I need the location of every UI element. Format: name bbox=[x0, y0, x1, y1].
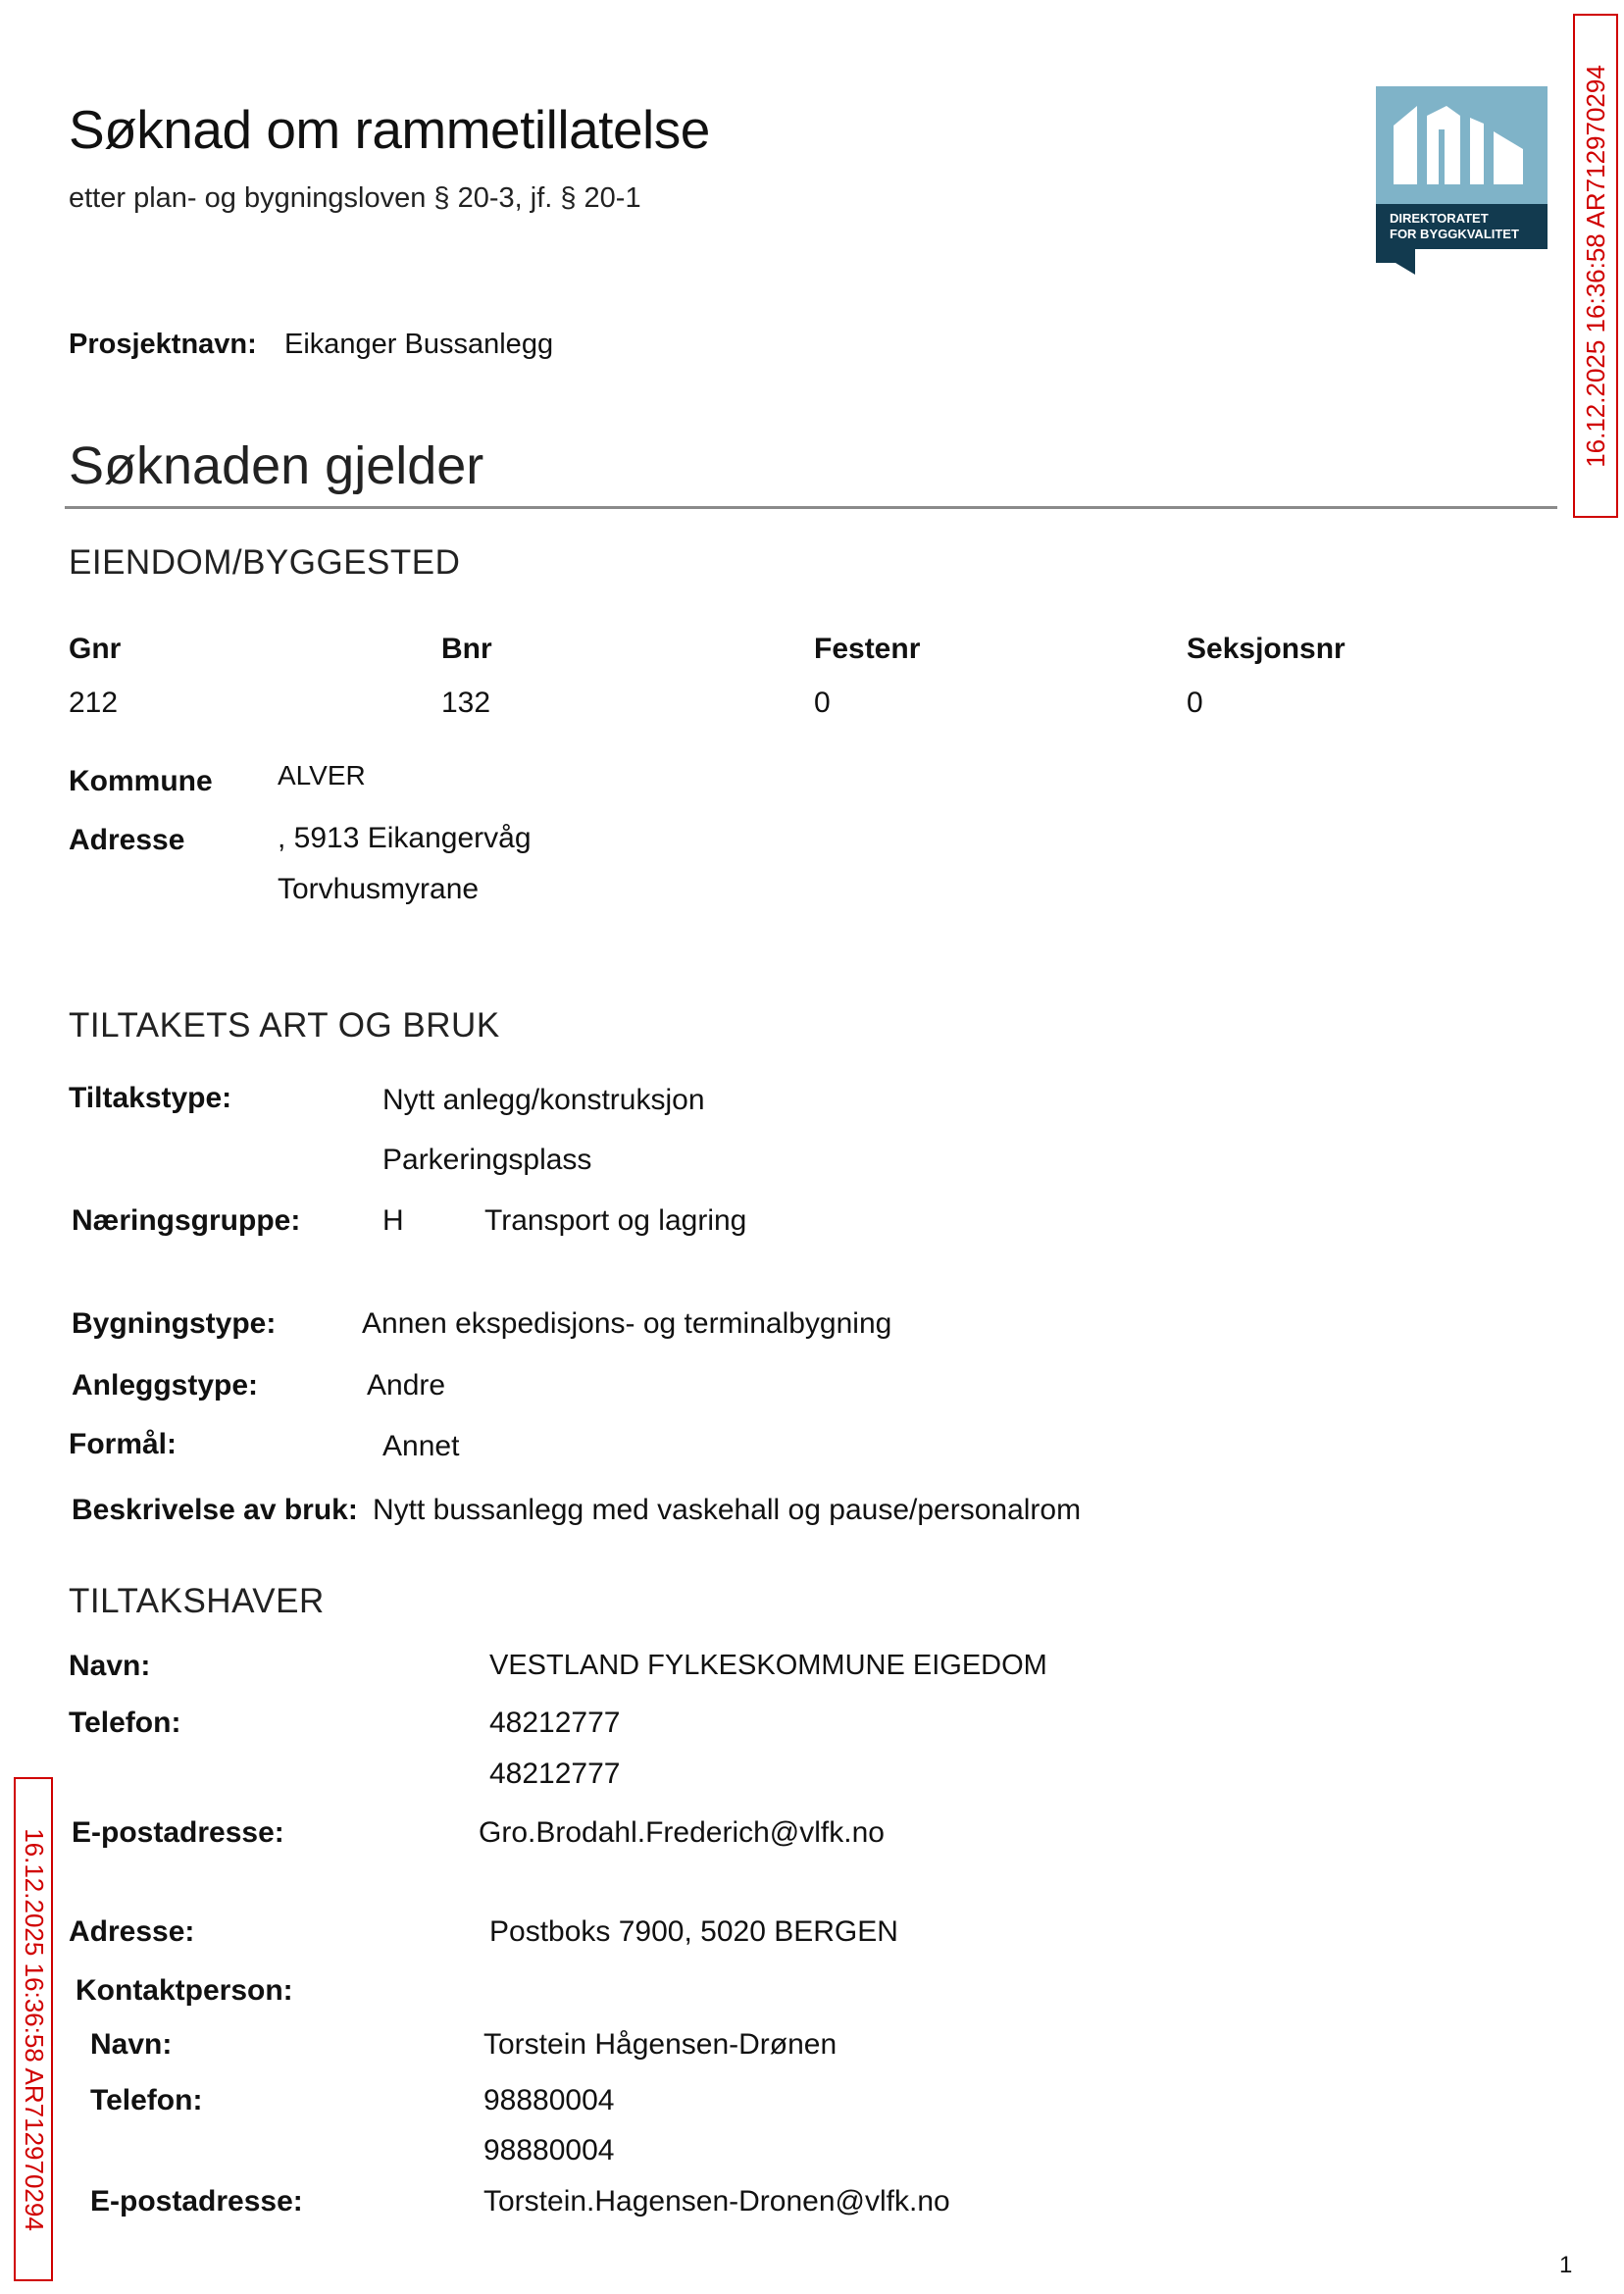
project-name-value: Eikanger Bussanlegg bbox=[284, 329, 554, 360]
anleggstype-value: Andre bbox=[367, 1369, 446, 1402]
naeringsgruppe-code: H bbox=[382, 1204, 404, 1237]
kontakt-navn-label: Navn: bbox=[90, 2028, 173, 2061]
timestamp-stamp-text: 16.12.2025 16:36:58 AR712970294 bbox=[1580, 64, 1610, 468]
bygningstype-value: Annen ekspedisjons- og terminalbygning bbox=[362, 1307, 892, 1340]
tiltakshaver-epost-label: E-postadresse: bbox=[72, 1816, 284, 1849]
page-number: 1 bbox=[1559, 2252, 1573, 2278]
kontakt-telefon-value-1: 98880004 bbox=[483, 2084, 615, 2116]
festenr-value: 0 bbox=[814, 687, 831, 719]
beskrivelse-label: Beskrivelse av bruk: bbox=[72, 1494, 358, 1526]
project-name-label: Prosjektnavn: bbox=[69, 329, 257, 360]
tiltakshaver-telefon-value-1: 48212777 bbox=[489, 1707, 621, 1739]
bnr-value: 132 bbox=[441, 687, 491, 719]
page-subtitle: etter plan- og bygningsloven § 20-3, jf. § 20-1 bbox=[69, 182, 641, 214]
tiltakshaver-navn-value: VESTLAND FYLKESKOMMUNE EIGEDOM bbox=[489, 1650, 1047, 1681]
tiltakshaver-telefon-value-2: 48212777 bbox=[489, 1758, 621, 1790]
eiendom-heading: EIENDOM/BYGGESTED bbox=[69, 543, 461, 582]
kontakt-epost-value: Torstein.Hagensen-Dronen@vlfk.no bbox=[483, 2185, 950, 2218]
adresse-label: Adresse bbox=[69, 824, 185, 856]
dibk-logo bbox=[1376, 86, 1548, 278]
kontakt-telefon-label: Telefon: bbox=[90, 2084, 203, 2116]
adresse-line2: Torvhusmyrane bbox=[278, 873, 480, 905]
tiltakshaver-navn-label: Navn: bbox=[69, 1650, 151, 1682]
formal-value: Annet bbox=[382, 1430, 460, 1462]
kontakt-telefon-value-2: 98880004 bbox=[483, 2134, 615, 2167]
bnr-label: Bnr bbox=[441, 633, 492, 665]
tiltakstype-value-1: Nytt anlegg/konstruksjon bbox=[382, 1084, 705, 1116]
kontakt-epost-label: E-postadresse: bbox=[90, 2185, 303, 2218]
timestamp-stamp-left bbox=[14, 1777, 53, 2281]
formal-label: Formål: bbox=[69, 1428, 178, 1460]
tiltakshaver-adresse-label: Adresse: bbox=[69, 1915, 195, 1948]
kommune-label: Kommune bbox=[69, 765, 213, 797]
tiltakshaver-adresse-value: Postboks 7900, 5020 BERGEN bbox=[489, 1915, 898, 1948]
page-title: Søknad om rammetillatelse bbox=[69, 99, 710, 160]
beskrivelse-value: Nytt bussanlegg med vaskehall og pause/personalrom bbox=[373, 1494, 1082, 1526]
kontakt-navn-value: Torstein Hågensen-Drønen bbox=[483, 2028, 837, 2061]
timestamp-stamp-right bbox=[1573, 14, 1618, 518]
gnr-label: Gnr bbox=[69, 633, 122, 665]
kontaktperson-label: Kontaktperson: bbox=[76, 1974, 293, 2007]
dibk-logo-icon bbox=[1376, 86, 1548, 278]
anleggstype-label: Anleggstype: bbox=[72, 1369, 259, 1402]
section-divider bbox=[65, 506, 1557, 509]
festenr-label: Festenr bbox=[814, 633, 921, 665]
adresse-line1: , 5913 Eikangervåg bbox=[278, 822, 532, 854]
timestamp-stamp-text: 16.12.2025 16:36:58 AR712970294 bbox=[19, 1827, 49, 2231]
naeringsgruppe-value: Transport og lagring bbox=[484, 1204, 747, 1237]
tiltakshaver-heading: TILTAKSHAVER bbox=[69, 1582, 325, 1620]
seksjonsnr-label: Seksjonsnr bbox=[1187, 633, 1345, 665]
naeringsgruppe-label: Næringsgruppe: bbox=[72, 1204, 301, 1237]
tiltakstype-value-2: Parkeringsplass bbox=[382, 1144, 592, 1176]
tiltak-heading: TILTAKETS ART OG BRUK bbox=[69, 1006, 500, 1045]
tiltakstype-label: Tiltakstype: bbox=[69, 1082, 232, 1114]
tiltakshaver-telefon-label: Telefon: bbox=[69, 1707, 181, 1739]
gnr-value: 212 bbox=[69, 687, 119, 719]
kommune-value: ALVER bbox=[278, 760, 366, 790]
svg-text:DIREKTORATET: DIREKTORATET bbox=[1390, 211, 1489, 226]
svg-text:FOR BYGGKVALITET: FOR BYGGKVALITET bbox=[1390, 227, 1519, 241]
tiltakshaver-epost-value: Gro.Brodahl.Frederich@vlfk.no bbox=[479, 1816, 885, 1849]
bygningstype-label: Bygningstype: bbox=[72, 1307, 277, 1340]
section-heading: Søknaden gjelder bbox=[69, 436, 484, 495]
seksjonsnr-value: 0 bbox=[1187, 687, 1203, 719]
